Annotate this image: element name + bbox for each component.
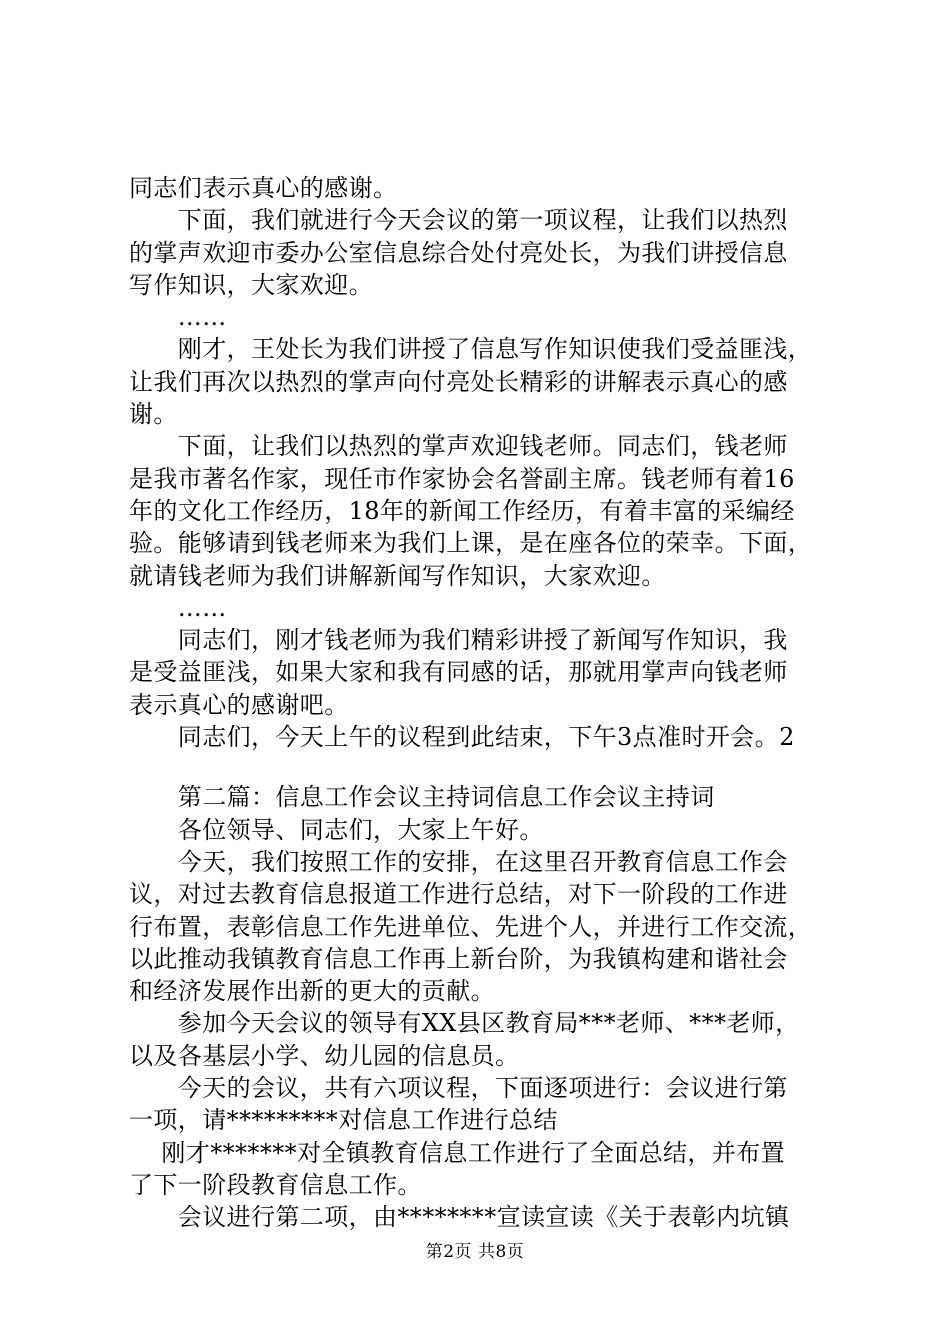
text-line: 验。能够请到钱老师来为我们上课，是在座各位的荣幸。下面，: [129, 529, 813, 558]
text-line: 议，对过去教育信息报道工作进行总结，对下一阶段的工作进: [129, 880, 788, 909]
text-line: 刚才，王处长为我们讲授了信息写作知识使我们受益匪浅，: [129, 335, 813, 364]
text-line: 今天的会议，共有六项议程，下面逐项进行：会议进行第: [129, 1074, 788, 1103]
text-line: 了下一阶段教育信息工作。: [129, 1170, 422, 1199]
page-footer: [0, 1241, 950, 1263]
text-line: 参加今天会议的领导有XX县区教育局***老师、***老师，: [129, 1009, 800, 1038]
text-line: 行布置，表彰信息工作先进单位、先进个人，并进行工作交流，: [129, 912, 813, 941]
text-line: 下面，让我们以热烈的掌声欢迎钱老师。同志们，钱老师: [129, 432, 788, 461]
ellipsis-line: ……: [129, 303, 227, 332]
text-line: 和经济发展作出新的更大的贡献。: [129, 977, 495, 1006]
text-line: 同志们，刚才钱老师为我们精彩讲授了新闻写作知识，我: [129, 626, 788, 655]
document-body: [129, 172, 834, 1234]
text-line: 就请钱老师为我们讲解新闻写作知识，大家欢迎。: [129, 561, 666, 590]
text-line: 是受益匪浅，如果大家和我有同感的话，那就用掌声向钱老师: [129, 658, 788, 687]
text-line: 谢。: [129, 400, 178, 429]
text-line: 一项，请*********对信息工作进行总结: [129, 1106, 558, 1135]
text-line: 各位领导、同志们，大家上午好。: [129, 815, 544, 844]
text-line: 今天，我们按照工作的安排，在这里召开教育信息工作会: [129, 847, 788, 876]
text-line: 同志们，今天上午的议程到此结束，下午3点准时开会。2: [129, 723, 795, 752]
text-line: 写作知识，大家欢迎。: [129, 270, 373, 299]
text-line: 的掌声欢迎市委办公室信息综合处付亮处长，为我们讲授信息: [129, 238, 788, 267]
page-number-label: 第2页 共8页: [425, 1242, 525, 1262]
text-line: 同志们表示真心的感谢。: [129, 174, 398, 202]
text-line: 下面，我们就进行今天会议的第一项议程，让我们以热烈: [129, 206, 788, 235]
ellipsis-line: ……: [129, 593, 227, 622]
text-line: 会议进行第二项，由********宣读宣读《关于表彰内坑镇: [129, 1203, 790, 1232]
text-line: 让我们再次以热烈的掌声向付亮处长精彩的讲解表示真心的感: [129, 367, 788, 396]
text-line: 刚才*******对全镇教育信息工作进行了全面总结，并布置: [129, 1138, 786, 1167]
section-heading: 第二篇：信息工作会议主持词信息工作会议主持词: [129, 783, 715, 812]
text-line: 年的文化工作经历，18年的新闻工作经历，有着丰富的采编经: [129, 496, 795, 525]
text-line: 是我市著名作家，现任市作家协会名誉副主席。钱老师有着16: [129, 464, 795, 493]
text-line: 表示真心的感谢吧。: [129, 690, 349, 719]
section-gap: [129, 753, 834, 781]
text-line: 以此推动我镇教育信息工作再上新台阶，为我镇构建和谐社会: [129, 944, 788, 973]
text-line: 以及各基层小学、幼儿园的信息员。: [129, 1041, 520, 1070]
